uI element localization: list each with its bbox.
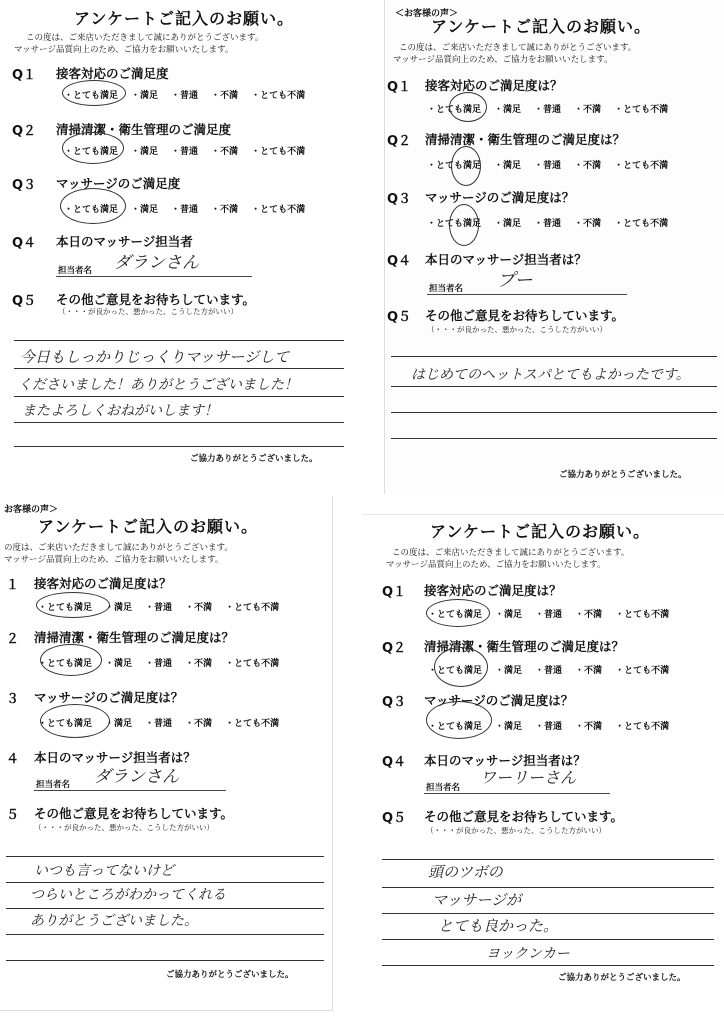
comment-line xyxy=(6,856,324,857)
comment-handwritten-1: 今日もしっかりじっくりマッサージして xyxy=(20,348,290,366)
option-very-satisfied[interactable]: ・とても満足 xyxy=(427,219,482,229)
q1-number: Q１ xyxy=(12,68,37,83)
q3-question: マッサージのご満足度は？ xyxy=(425,190,575,205)
comment-handwritten-3: とても良かった。 xyxy=(438,917,559,935)
q2-number: Q２ xyxy=(382,641,407,656)
comment-line xyxy=(382,859,714,860)
q3-number: ３ xyxy=(6,692,20,707)
q1-question: 接客対応のご満足度は？ xyxy=(424,583,562,598)
option-very-dissatisfied[interactable]: ・とても不満 xyxy=(251,147,306,157)
comment-line xyxy=(382,939,714,940)
q5-note: （・・・が良かった、悪かった、こうした方がいい） xyxy=(34,823,214,832)
answer-circle xyxy=(451,146,481,186)
option-very-satisfied[interactable]: ・とても満足 xyxy=(427,161,482,171)
q1-number: １ xyxy=(6,578,20,593)
option-very-dissatisfied[interactable]: ・とても不満 xyxy=(225,603,280,613)
option-satisfied[interactable]: ・満足 xyxy=(495,666,523,676)
comment-line xyxy=(6,908,324,909)
comment-line xyxy=(6,882,324,883)
intro-line-2: マッサージ品質向上のため、ご協力をお願いいたします。 xyxy=(14,45,234,55)
option-neutral[interactable]: ・普通 xyxy=(171,91,199,101)
option-dissatisfied[interactable]: ・不満 xyxy=(575,610,603,620)
q1-number: Q１ xyxy=(387,80,412,95)
option-very-dissatisfied[interactable]: ・とても不満 xyxy=(614,161,669,171)
survey-sheet-4 xyxy=(362,514,724,1007)
q4-number: Q４ xyxy=(382,755,407,770)
option-very-dissatisfied[interactable]: ・とても不満 xyxy=(615,722,670,732)
q4-question: 本日のマッサージ担当者は？ xyxy=(425,252,587,267)
q3-number: Q３ xyxy=(12,178,37,193)
q1-question: 接客対応のご満足度は？ xyxy=(425,78,563,93)
answer-circle xyxy=(62,132,124,164)
comment-line xyxy=(6,934,324,935)
q3-question: マッサージのご満足度 xyxy=(56,176,181,191)
answer-circle xyxy=(426,599,490,627)
q2-question: 清掃清潔・衛生管理のご満足度は？ xyxy=(424,639,625,654)
comment-handwritten-1: 頭のツボの xyxy=(428,863,503,881)
option-very-satisfied[interactable]: ・とても満足 xyxy=(64,91,119,101)
staff-name-handwritten: ダランさん xyxy=(114,253,199,273)
customer-voice-tag: お客様の声＞ xyxy=(4,505,59,515)
comment-handwritten-1: いつも言ってないけど xyxy=(34,863,174,879)
staff-label: 担当者名 xyxy=(426,783,461,793)
comment-line xyxy=(391,438,717,439)
intro-line-2: マッサージ品質向上のため、ご協力をお願いいたします。 xyxy=(4,555,224,565)
q1-number: Q１ xyxy=(382,585,407,600)
intro-line-1: この度は、ご来店いただきまして誠にありがとうございます。 xyxy=(392,548,630,558)
staff-underline xyxy=(56,276,252,277)
option-dissatisfied[interactable]: ・不満 xyxy=(211,91,239,101)
staff-name-handwritten: プー xyxy=(497,270,533,291)
option-neutral[interactable]: ・普通 xyxy=(534,105,562,115)
q5-question: その他ご意見をお待ちしています。 xyxy=(424,809,624,824)
q5-note: （・・・が良かった、悪かった、こうした方がいい） xyxy=(427,325,607,334)
answer-circle xyxy=(426,701,492,739)
q1-question: 接客対応のご満足度 xyxy=(56,66,169,81)
option-neutral[interactable]: ・普通 xyxy=(145,603,173,613)
answer-circle xyxy=(62,80,126,106)
thanks-text: ご協力ありがとうございました。 xyxy=(559,470,687,480)
comment-line xyxy=(391,356,717,357)
answer-circle xyxy=(449,92,487,122)
option-very-dissatisfied[interactable]: ・とても不満 xyxy=(615,666,670,676)
q3-question: マッサージのご満足度は？ xyxy=(424,693,574,708)
survey-sheet-1 xyxy=(0,0,360,478)
option-neutral[interactable]: ・普通 xyxy=(171,147,199,157)
option-satisfied[interactable]: ・満足 xyxy=(494,219,522,229)
sheet-title: アンケートご記入のお願い。 xyxy=(38,517,259,536)
thanks-text: ご協力ありがとうございました。 xyxy=(558,973,686,983)
answer-circle xyxy=(434,647,488,687)
answer-circle xyxy=(449,204,479,246)
intro-line-1: の度は、ご来店いただきまして誠にありがとうございます。 xyxy=(4,543,233,553)
answer-circle xyxy=(60,188,126,224)
staff-underline xyxy=(424,793,610,794)
option-dissatisfied[interactable]: ・不満 xyxy=(575,722,603,732)
q2-question: 清掃清潔・衛生管理のご満足度 xyxy=(56,122,232,137)
intro-line-2: マッサージ品質向上のため、ご協力をお願いいたします。 xyxy=(393,55,613,65)
option-satisfied[interactable]: ・満足 xyxy=(495,722,523,732)
q4-question: 本日のマッサージ担当者は？ xyxy=(34,750,196,765)
answer-circle xyxy=(36,592,110,618)
option-dissatisfied[interactable]: ・不満 xyxy=(575,666,603,676)
q2-number: Q２ xyxy=(12,124,37,139)
option-satisfied[interactable]: ・満足 xyxy=(131,147,159,157)
comment-handwritten-3: ありがとうございました。 xyxy=(30,913,198,929)
comment-handwritten-2: つらいところがわかってくれる xyxy=(30,887,226,903)
option-very-dissatisfied[interactable]: ・とても不満 xyxy=(614,219,669,229)
option-satisfied[interactable]: ・満足 xyxy=(105,659,133,669)
option-very-dissatisfied[interactable]: ・とても不満 xyxy=(251,205,306,215)
comment-handwritten-1: はじめてのヘットスパとてもよかったです。 xyxy=(411,367,690,383)
option-very-dissatisfied[interactable]: ・とても不満 xyxy=(225,659,280,669)
option-neutral[interactable]: ・普通 xyxy=(534,161,562,171)
survey-sheet-3 xyxy=(0,496,333,1011)
q5-note: （・・・が良かった、悪かった、こうした方がいい） xyxy=(58,307,238,316)
option-dissatisfied[interactable]: ・不満 xyxy=(211,205,239,215)
option-very-satisfied[interactable]: ・とても満足 xyxy=(64,205,119,215)
comment-handwritten-3: またよろしくおねがいします！ xyxy=(22,403,218,419)
q2-question: 清掃清潔・衛生管理のご満足度は？ xyxy=(425,132,626,147)
q2-question: 清掃清潔・衛生管理のご満足度は？ xyxy=(34,630,235,645)
q2-number: ２ xyxy=(6,632,20,647)
survey-sheet-2 xyxy=(384,0,724,494)
option-very-dissatisfied[interactable]: ・とても不満 xyxy=(225,719,280,729)
option-neutral[interactable]: ・普通 xyxy=(535,610,563,620)
thanks-text: ご協力ありがとうございました。 xyxy=(190,454,318,464)
option-satisfied[interactable]: ・満足 xyxy=(105,603,133,613)
q5-question: その他ご意見をお待ちしています。 xyxy=(34,806,234,821)
option-neutral[interactable]: ・普通 xyxy=(171,205,199,215)
option-neutral[interactable]: ・普通 xyxy=(145,659,173,669)
option-satisfied[interactable]: ・満足 xyxy=(495,610,523,620)
option-dissatisfied[interactable]: ・不満 xyxy=(211,147,239,157)
q4-question: 本日のマッサージ担当者 xyxy=(56,234,193,249)
option-very-satisfied[interactable]: ・とても満足 xyxy=(428,666,483,676)
comment-line xyxy=(391,412,717,413)
q5-number: Q５ xyxy=(382,811,407,826)
staff-label: 担当者名 xyxy=(36,780,71,790)
option-satisfied[interactable]: ・満足 xyxy=(131,91,159,101)
q5-note: （・・・が良かった、悪かった、こうした方がいい） xyxy=(426,826,606,835)
option-very-dissatisfied[interactable]: ・とても不満 xyxy=(615,610,670,620)
option-neutral[interactable]: ・普通 xyxy=(145,719,173,729)
q3-number: Q３ xyxy=(382,695,407,710)
comment-handwritten-4: ヨックンカー xyxy=(486,946,570,962)
sheet-title: アンケートご記入のお願い。 xyxy=(430,522,651,541)
q5-question: その他ご意見をお待ちしています。 xyxy=(56,292,256,307)
q2-number: Q２ xyxy=(387,134,412,149)
option-very-dissatisfied[interactable]: ・とても不満 xyxy=(614,105,669,115)
option-very-satisfied[interactable]: ・とても満足 xyxy=(427,105,482,115)
option-satisfied[interactable]: ・満足 xyxy=(494,161,522,171)
q5-number: ５ xyxy=(6,808,20,823)
q5-question: その他ご意見をお待ちしています。 xyxy=(425,308,625,323)
option-very-satisfied[interactable]: ・とても満足 xyxy=(38,659,93,669)
answer-circle xyxy=(40,704,110,738)
q4-number: Q４ xyxy=(12,236,37,251)
option-dissatisfied[interactable]: ・不満 xyxy=(185,719,213,729)
comment-line xyxy=(14,422,344,423)
option-dissatisfied[interactable]: ・不満 xyxy=(574,161,602,171)
option-dissatisfied[interactable]: ・不満 xyxy=(185,603,213,613)
option-dissatisfied[interactable]: ・不満 xyxy=(185,659,213,669)
option-satisfied[interactable]: ・満足 xyxy=(494,105,522,115)
thanks-text: ご協力ありがとうございました。 xyxy=(166,970,294,980)
option-very-satisfied[interactable]: ・とても満足 xyxy=(38,603,93,613)
option-satisfied[interactable]: ・満足 xyxy=(131,205,159,215)
intro-line-1: この度は、ご来店いただきまして誠にありがとうございます。 xyxy=(399,43,637,53)
comment-line xyxy=(14,340,344,341)
intro-line-1: この度は、ご来店いただきまして誠にありがとうございます。 xyxy=(26,33,264,43)
option-very-satisfied[interactable]: ・とても満足 xyxy=(38,719,93,729)
comment-line xyxy=(14,446,344,447)
comment-line xyxy=(14,396,344,397)
comment-handwritten-2: マッサージが xyxy=(432,891,522,909)
q5-number: Q５ xyxy=(387,310,412,325)
option-satisfied[interactable]: ・満足 xyxy=(105,719,133,729)
intro-line-2: マッサージ品質向上のため、ご協力をお願いいたします。 xyxy=(386,560,606,570)
comment-line xyxy=(382,965,714,966)
q4-number: ４ xyxy=(6,752,20,767)
option-neutral[interactable]: ・普通 xyxy=(535,666,563,676)
option-dissatisfied[interactable]: ・不満 xyxy=(574,219,602,229)
option-dissatisfied[interactable]: ・不満 xyxy=(574,105,602,115)
comment-line xyxy=(6,960,324,961)
staff-label: 担当者名 xyxy=(429,284,464,294)
option-very-dissatisfied[interactable]: ・とても不満 xyxy=(251,91,306,101)
sheet-title: アンケートご記入のお願い。 xyxy=(74,9,295,28)
comment-line xyxy=(382,887,714,888)
staff-name-handwritten: ワーリーさん xyxy=(480,768,577,787)
comment-line xyxy=(382,913,714,914)
comment-line xyxy=(14,368,344,369)
q4-number: Q４ xyxy=(387,254,412,269)
staff-label: 担当者名 xyxy=(58,266,93,276)
option-neutral[interactable]: ・普通 xyxy=(535,722,563,732)
staff-underline xyxy=(427,294,627,295)
staff-underline xyxy=(34,790,226,791)
customer-voice-tag: ＜お客様の声＞ xyxy=(395,9,459,19)
staff-name-handwritten: ダランさん xyxy=(94,767,179,787)
option-very-satisfied[interactable]: ・とても満足 xyxy=(64,147,119,157)
option-neutral[interactable]: ・普通 xyxy=(534,219,562,229)
comment-handwritten-2: くださいました！ありがとうございました！ xyxy=(18,377,298,393)
answer-circle xyxy=(40,644,102,676)
q1-question: 接客対応のご満足度は？ xyxy=(34,576,172,591)
q5-number: Q５ xyxy=(12,294,37,309)
comment-line xyxy=(391,386,717,387)
q3-question: マッサージのご満足度は？ xyxy=(34,690,184,705)
q4-question: 本日のマッサージ担当者は？ xyxy=(424,753,586,768)
sheet-title: アンケートご記入のお願い。 xyxy=(431,17,652,36)
option-very-satisfied[interactable]: ・とても満足 xyxy=(428,722,483,732)
q3-number: Q３ xyxy=(387,192,412,207)
option-very-satisfied[interactable]: ・とても満足 xyxy=(428,610,483,620)
